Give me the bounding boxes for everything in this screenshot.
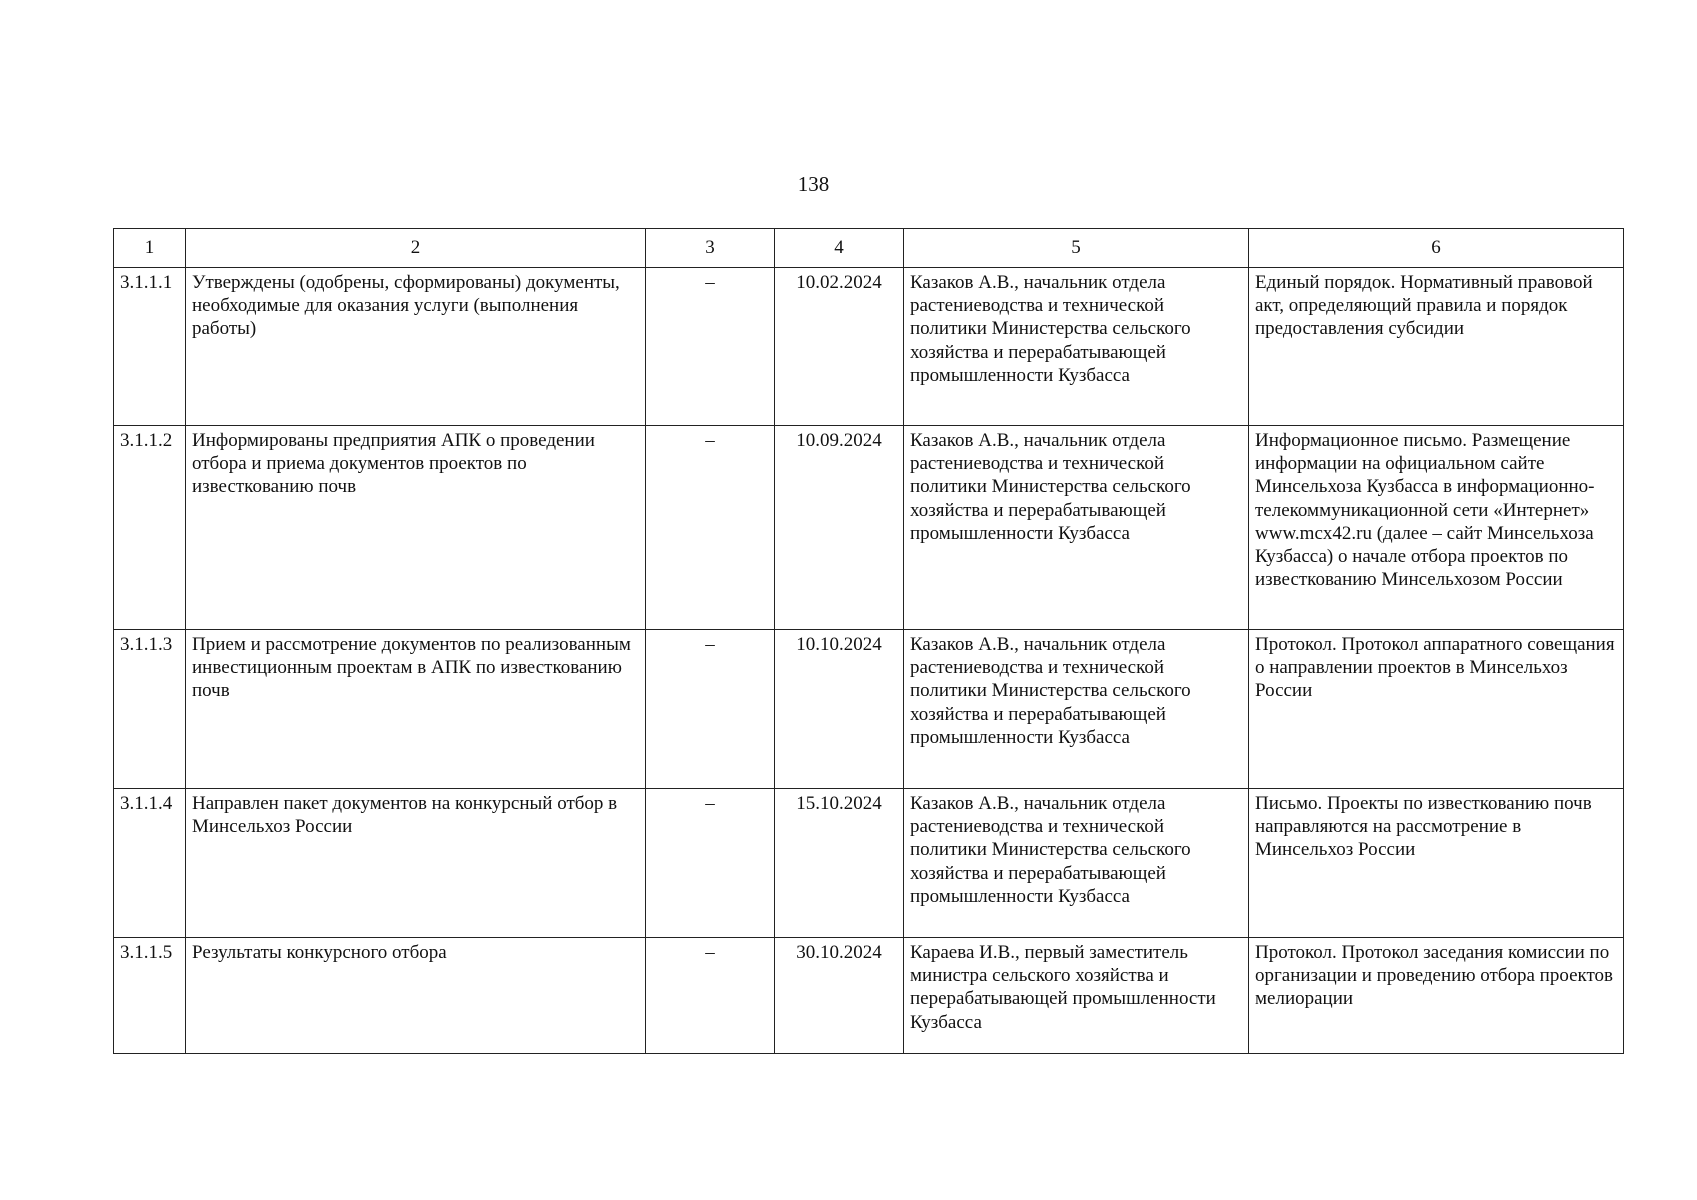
document-cell: Протокол. Протокол заседания комиссии по организации и проведению отбора проектов мелиорации <box>1249 938 1624 1054</box>
event-cell: Направлен пакет документов на конкурсный отбор в Минсельхоз России <box>186 789 646 938</box>
plan-table <box>113 228 1624 1054</box>
responsible-cell: Казаков А.В., начальник отдела растениеводства и технической политики Министерства сельского хозяйства и перерабатывающей промышленности Кузбасса <box>904 268 1249 426</box>
column-3-cell: – <box>646 268 775 426</box>
column-3-cell: – <box>646 938 775 1054</box>
event-cell: Прием и рассмотрение документов по реализованным инвестиционным проектам в АПК по известкованию почв <box>186 630 646 789</box>
table-row <box>114 938 1624 1054</box>
date-cell: 10.02.2024 <box>775 268 904 426</box>
column-header-2: 2 <box>186 229 646 268</box>
responsible-cell: Казаков А.В., начальник отдела растениеводства и технической политики Министерства сельского хозяйства и перерабатывающей промышленности Кузбасса <box>904 630 1249 789</box>
date-cell: 10.09.2024 <box>775 426 904 630</box>
column-header-5: 5 <box>904 229 1249 268</box>
table-row <box>114 268 1624 426</box>
column-header-6: 6 <box>1249 229 1624 268</box>
document-cell: Протокол. Протокол аппаратного совещания о направлении проектов в Минсельхоз России <box>1249 630 1624 789</box>
table-row <box>114 426 1624 630</box>
row-number: 3.1.1.4 <box>114 789 186 938</box>
table-row <box>114 789 1624 938</box>
row-number: 3.1.1.3 <box>114 630 186 789</box>
row-number: 3.1.1.2 <box>114 426 186 630</box>
header-row <box>114 229 1624 268</box>
column-3-cell: – <box>646 630 775 789</box>
date-cell: 15.10.2024 <box>775 789 904 938</box>
row-number: 3.1.1.1 <box>114 268 186 426</box>
row-number: 3.1.1.5 <box>114 938 186 1054</box>
responsible-cell: Казаков А.В., начальник отдела растениеводства и технической политики Министерства сельского хозяйства и перерабатывающей промышленности Кузбасса <box>904 789 1249 938</box>
document-cell: Информационное письмо. Размещение информации на официальном сайте Минсельхоза Кузбасса в информационно-телекоммуникационной сети «Интернет» www.mcx42.ru (далее – сайт Минсельхоза Кузбасса) о начале отбора проектов по известкованию Минсельхозом России <box>1249 426 1624 630</box>
responsible-cell: Казаков А.В., начальник отдела растениеводства и технической политики Министерства сельского хозяйства и перерабатывающей промышленности Кузбасса <box>904 426 1249 630</box>
document-cell: Письмо. Проекты по известкованию почв направляются на рассмотрение в Минсельхоз России <box>1249 789 1624 938</box>
page-number: 138 <box>797 172 830 196</box>
column-header-4: 4 <box>775 229 904 268</box>
event-cell: Информированы предприятия АПК о проведении отбора и приема документов проектов по известкованию почв <box>186 426 646 630</box>
responsible-cell: Караева И.В., первый заместитель министра сельского хозяйства и перерабатывающей промышленности Кузбасса <box>904 938 1249 1054</box>
date-cell: 30.10.2024 <box>775 938 904 1054</box>
date-cell: 10.10.2024 <box>775 630 904 789</box>
column-header-3: 3 <box>646 229 775 268</box>
column-header-1: 1 <box>114 229 186 268</box>
table-row <box>114 630 1624 789</box>
column-3-cell: – <box>646 789 775 938</box>
event-cell: Утверждены (одобрены, сформированы) документы, необходимые для оказания услуги (выполнения работы) <box>186 268 646 426</box>
event-cell: Результаты конкурсного отбора <box>186 938 646 1054</box>
column-3-cell: – <box>646 426 775 630</box>
document-cell: Единый порядок. Нормативный правовой акт, определяющий правила и порядок предоставления субсидии <box>1249 268 1624 426</box>
